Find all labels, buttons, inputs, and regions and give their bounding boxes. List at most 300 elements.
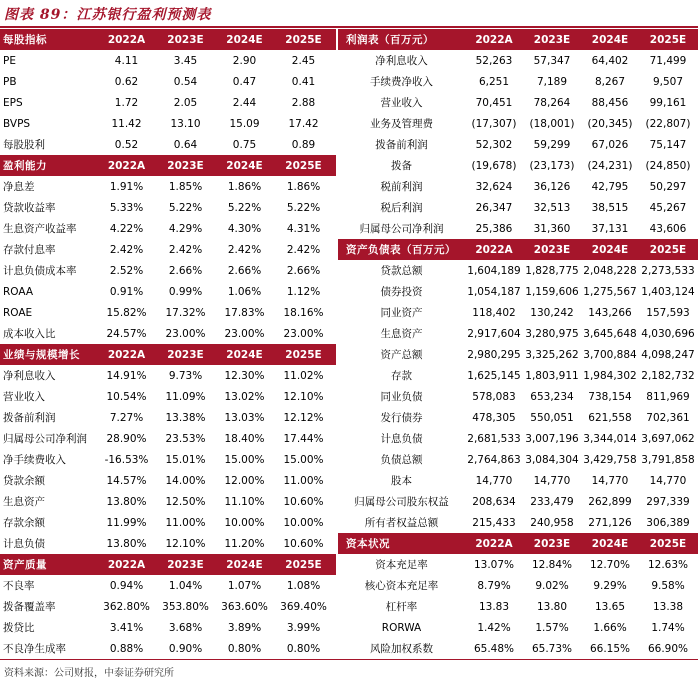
table-row	[338, 575, 698, 596]
value-cell: 32,513	[533, 201, 571, 214]
section-title: 资本状况	[346, 538, 390, 550]
table-row	[338, 176, 698, 197]
value-cell: 52,302	[475, 138, 513, 151]
value-cell: (24,231)	[587, 159, 633, 172]
value-cell: 3.68%	[168, 621, 203, 634]
value-cell: 2.88	[291, 96, 316, 109]
value-cell: 23.00%	[165, 327, 206, 340]
value-cell: 17.44%	[283, 432, 324, 445]
year-header: 2022A	[107, 348, 146, 361]
value-cell: 57,347	[533, 54, 571, 67]
value-cell: 2.42%	[168, 243, 203, 256]
value-cell: 14.91%	[106, 369, 147, 382]
row-label: 拨备覆盖率	[3, 601, 56, 613]
table-row	[0, 239, 336, 260]
value-cell: 0.47	[232, 75, 257, 88]
value-cell: 2.52%	[109, 264, 144, 277]
value-cell: 2.42%	[227, 243, 262, 256]
row-label: 拨备前利润	[375, 139, 428, 151]
value-cell: 2.05	[173, 96, 198, 109]
value-cell: 13.80%	[106, 537, 147, 550]
year-header: 2024E	[226, 159, 263, 172]
value-cell: 9.73%	[168, 369, 203, 382]
row-label: 营业收入	[380, 97, 423, 109]
year-header: 2025E	[285, 558, 322, 571]
table-row	[0, 134, 336, 155]
value-cell: 3,697,062	[641, 432, 695, 445]
value-cell: 66.15%	[589, 642, 631, 655]
table-row	[338, 470, 698, 491]
value-cell: 362.80%	[103, 600, 150, 613]
value-cell: 6,251	[478, 75, 510, 88]
row-label: 不良率	[3, 580, 35, 592]
section-title: 每股指标	[3, 34, 47, 46]
row-label: 股本	[391, 475, 412, 487]
year-header: 2025E	[649, 537, 687, 550]
value-cell: 2,917,604	[467, 327, 521, 340]
value-cell: 38,515	[591, 201, 629, 214]
value-cell: 1.06%	[227, 285, 262, 298]
value-cell: 1,625,145	[467, 369, 521, 382]
value-cell: 50,297	[649, 180, 687, 193]
section-header	[0, 29, 336, 50]
table-row	[0, 113, 336, 134]
year-header: 2022A	[107, 159, 146, 172]
value-cell: 353.80%	[162, 600, 209, 613]
value-cell: 3,645,648	[583, 327, 637, 340]
value-cell: 1,403,124	[641, 285, 695, 298]
value-cell: 0.90%	[168, 642, 203, 655]
value-cell: 1,159,606	[525, 285, 579, 298]
value-cell: 70,451	[475, 96, 513, 109]
value-cell: 15.00%	[224, 453, 265, 466]
page-title: 图表 89：江苏银行盈利预测表	[4, 7, 212, 23]
value-cell: 5.22%	[227, 201, 262, 214]
table-row	[338, 344, 698, 365]
value-cell: 12.70%	[589, 558, 631, 571]
value-cell: 2,980,295	[467, 348, 521, 361]
value-cell: 11.00%	[165, 516, 206, 529]
value-cell: 11.42	[111, 117, 142, 130]
value-cell: 1.07%	[227, 579, 262, 592]
value-cell: 23.00%	[283, 327, 324, 340]
value-cell: 3,344,014	[583, 432, 637, 445]
value-cell: 4.11	[114, 54, 139, 67]
table-row	[338, 386, 698, 407]
value-cell: 369.40%	[280, 600, 327, 613]
year-header: 2023E	[167, 33, 204, 46]
table-row	[338, 491, 698, 512]
value-cell: 3,429,758	[583, 453, 637, 466]
section-header	[338, 533, 698, 554]
row-label: 每股股利	[3, 139, 45, 151]
row-label: 杠杆率	[385, 601, 418, 613]
source-rule	[0, 659, 698, 660]
value-cell: 66.90%	[647, 642, 689, 655]
value-cell: 0.54	[173, 75, 198, 88]
value-cell: 15.01%	[165, 453, 206, 466]
value-cell: 0.91%	[109, 285, 144, 298]
row-label: 发行债券	[380, 412, 423, 424]
section-header	[338, 239, 698, 260]
section-header	[0, 155, 336, 176]
row-label: 风险加权系数	[370, 643, 433, 655]
value-cell: 10.60%	[283, 537, 324, 550]
table-row	[338, 617, 698, 638]
value-cell: 12.10%	[165, 537, 206, 550]
year-header: 2025E	[649, 33, 687, 46]
row-label: 计息负债成本率	[3, 265, 77, 277]
value-cell: 14,770	[475, 474, 513, 487]
table-row	[338, 197, 698, 218]
value-cell: 2,048,228	[583, 264, 637, 277]
table-row	[0, 197, 336, 218]
row-label: 存款	[391, 370, 412, 382]
value-cell: 3,084,304	[525, 453, 579, 466]
value-cell: 11.00%	[283, 474, 324, 487]
value-cell: 45,267	[649, 201, 687, 214]
table-row	[0, 92, 336, 113]
row-label: 核心资本充足率	[364, 580, 439, 592]
table-row	[0, 596, 336, 617]
value-cell: 3,280,975	[525, 327, 579, 340]
value-cell: 26,347	[475, 201, 513, 214]
table-row	[0, 449, 336, 470]
value-cell: 52,263	[475, 54, 513, 67]
table-row	[338, 92, 698, 113]
value-cell: 2.45	[291, 54, 316, 67]
value-cell: (23,173)	[529, 159, 575, 172]
table-row	[338, 512, 698, 533]
value-cell: 13.80%	[106, 495, 147, 508]
value-cell: 43,606	[649, 222, 687, 235]
row-label: 拨贷比	[3, 622, 35, 634]
value-cell: 17.83%	[224, 306, 265, 319]
table-row	[338, 302, 698, 323]
value-cell: 130,242	[530, 306, 574, 319]
value-cell: 11.02%	[283, 369, 324, 382]
value-cell: 13.83	[478, 600, 510, 613]
row-label: PE	[3, 54, 16, 67]
table-row	[0, 470, 336, 491]
value-cell: 0.41	[291, 75, 316, 88]
value-cell: 12.12%	[283, 411, 324, 424]
value-cell: 2.44	[232, 96, 257, 109]
value-cell: 3.41%	[109, 621, 144, 634]
value-cell: 0.62	[114, 75, 139, 88]
row-label: 计息负债	[380, 433, 423, 445]
value-cell: 12.00%	[224, 474, 265, 487]
year-header: 2024E	[226, 33, 263, 46]
value-cell: 3.45	[173, 54, 198, 67]
section-header	[0, 344, 336, 365]
row-label: 贷款收益率	[3, 202, 56, 214]
value-cell: 67,026	[591, 138, 629, 151]
value-cell: 14,770	[533, 474, 571, 487]
row-label: 资产总额	[380, 349, 423, 361]
value-cell: (20,345)	[587, 117, 633, 130]
value-cell: 42,795	[591, 180, 629, 193]
value-cell: 14.00%	[165, 474, 206, 487]
value-cell: 14,770	[649, 474, 687, 487]
value-cell: 215,433	[472, 516, 516, 529]
value-cell: 1.42%	[477, 621, 511, 634]
row-label: 归属母公司净利润	[359, 223, 444, 235]
table-row	[338, 365, 698, 386]
value-cell: 9.58%	[651, 579, 685, 592]
value-cell: 15.82%	[106, 306, 147, 319]
row-label: 归属母公司净利润	[3, 433, 87, 445]
value-cell: 12.84%	[531, 558, 573, 571]
value-cell: 13.03%	[224, 411, 265, 424]
value-cell: 4.22%	[109, 222, 144, 235]
value-cell: (18,001)	[529, 117, 575, 130]
section-header	[0, 554, 336, 575]
value-cell: 208,634	[472, 495, 516, 508]
value-cell: (19,678)	[471, 159, 517, 172]
value-cell: 5.22%	[286, 201, 321, 214]
table-row	[338, 155, 698, 176]
value-cell: 13.02%	[224, 390, 265, 403]
value-cell: 3,007,196	[525, 432, 579, 445]
row-label: 同业资产	[380, 307, 423, 319]
year-header: 2022A	[475, 33, 513, 46]
year-header: 2025E	[285, 348, 322, 361]
value-cell: 3,791,858	[641, 453, 695, 466]
row-label: 生息资产	[380, 328, 423, 340]
row-label: 净手续费收入	[3, 454, 66, 466]
value-cell: 2.66%	[227, 264, 262, 277]
table-row	[0, 407, 336, 428]
value-cell: 2.90	[232, 54, 257, 67]
year-header: 2025E	[649, 243, 687, 256]
row-label: 业务及管理费	[370, 118, 433, 130]
row-label: 所有者权益总额	[364, 517, 439, 529]
table-row	[0, 386, 336, 407]
value-cell: 18.40%	[224, 432, 265, 445]
table-row	[0, 218, 336, 239]
left-table-column	[0, 29, 336, 659]
value-cell: 9,507	[652, 75, 684, 88]
value-cell: 1,803,911	[525, 369, 579, 382]
value-cell: 31,360	[533, 222, 571, 235]
row-label: 同业负债	[380, 391, 423, 403]
value-cell: 28.90%	[106, 432, 147, 445]
value-cell: 1.86%	[227, 180, 262, 193]
value-cell: 3,700,884	[583, 348, 637, 361]
table-row	[0, 491, 336, 512]
value-cell: 9.29%	[593, 579, 627, 592]
table-row	[338, 638, 698, 659]
table-row	[338, 407, 698, 428]
value-cell: 262,899	[588, 495, 632, 508]
value-cell: 4.31%	[286, 222, 321, 235]
value-cell: 78,264	[533, 96, 571, 109]
value-cell: 37,131	[591, 222, 629, 235]
table-row	[338, 71, 698, 92]
value-cell: 3.89%	[227, 621, 262, 634]
value-cell: 0.99%	[168, 285, 203, 298]
table-row	[0, 281, 336, 302]
value-cell: 23.53%	[165, 432, 206, 445]
value-cell: 1.74%	[651, 621, 685, 634]
row-label: 净利息收入	[375, 55, 428, 67]
year-header: 2023E	[167, 159, 204, 172]
value-cell: 13.38	[652, 600, 684, 613]
value-cell: -16.53%	[104, 453, 149, 466]
year-header: 2022A	[475, 537, 513, 550]
value-cell: 1.66%	[593, 621, 627, 634]
value-cell: 13.80	[536, 600, 568, 613]
row-label: 存款付息率	[3, 244, 56, 256]
value-cell: 12.10%	[283, 390, 324, 403]
value-cell: 13.38%	[165, 411, 206, 424]
value-cell: 1.08%	[286, 579, 321, 592]
year-header: 2023E	[533, 537, 571, 550]
value-cell: 1,604,189	[467, 264, 521, 277]
value-cell: 8.79%	[477, 579, 511, 592]
value-cell: 11.99%	[106, 516, 147, 529]
year-header: 2022A	[107, 33, 146, 46]
value-cell: 811,969	[646, 390, 690, 403]
value-cell: 1,275,567	[583, 285, 637, 298]
value-cell: 9.02%	[535, 579, 569, 592]
table-row	[0, 512, 336, 533]
table-row	[338, 50, 698, 71]
value-cell: 88,456	[591, 96, 629, 109]
value-cell: 10.00%	[283, 516, 324, 529]
table-row	[0, 323, 336, 344]
value-cell: 578,083	[472, 390, 516, 403]
row-label: 计息负债	[3, 538, 45, 550]
row-label: 净利息收入	[3, 370, 56, 382]
value-cell: 0.80%	[286, 642, 321, 655]
year-header: 2024E	[591, 537, 629, 550]
row-label: 拨备	[391, 160, 412, 172]
value-cell: 478,305	[472, 411, 516, 424]
value-cell: 3,325,262	[525, 348, 579, 361]
table-row	[0, 365, 336, 386]
row-label: 不良净生成率	[3, 643, 66, 655]
value-cell: 36,126	[533, 180, 571, 193]
value-cell: 14,770	[591, 474, 629, 487]
year-header: 2025E	[285, 159, 322, 172]
table-row	[0, 617, 336, 638]
section-title: 资产质量	[3, 559, 47, 571]
value-cell: 4.29%	[168, 222, 203, 235]
value-cell: 2,182,732	[641, 369, 695, 382]
value-cell: 2,273,533	[641, 264, 695, 277]
value-cell: 5.22%	[168, 201, 203, 214]
value-cell: 233,479	[530, 495, 574, 508]
value-cell: 702,361	[646, 411, 690, 424]
year-header: 2022A	[107, 558, 146, 571]
value-cell: 7.27%	[109, 411, 144, 424]
value-cell: 18.16%	[283, 306, 324, 319]
table-row	[0, 302, 336, 323]
table-row	[338, 113, 698, 134]
table-row	[338, 218, 698, 239]
value-cell: 2.66%	[168, 264, 203, 277]
value-cell: 11.10%	[224, 495, 265, 508]
row-label: 债券投资	[380, 286, 423, 298]
table-row	[0, 638, 336, 659]
value-cell: 4,030,696	[641, 327, 695, 340]
value-cell: 1.12%	[286, 285, 321, 298]
row-label: 归属母公司股东权益	[354, 496, 449, 508]
value-cell: 13.65	[594, 600, 626, 613]
row-label: 净息差	[3, 181, 35, 193]
table-row	[0, 50, 336, 71]
value-cell: 12.63%	[647, 558, 689, 571]
value-cell: 23.00%	[224, 327, 265, 340]
row-label: ROAA	[3, 285, 34, 298]
value-cell: 143,266	[588, 306, 632, 319]
value-cell: 2.42%	[286, 243, 321, 256]
value-cell: 12.50%	[165, 495, 206, 508]
value-cell: 0.75	[232, 138, 257, 151]
value-cell: 25,386	[475, 222, 513, 235]
value-cell: 240,958	[530, 516, 574, 529]
year-header: 2024E	[591, 33, 629, 46]
value-cell: 0.64	[173, 138, 198, 151]
value-cell: 11.20%	[224, 537, 265, 550]
value-cell: 1,828,775	[525, 264, 579, 277]
row-label: 生息资产	[3, 496, 45, 508]
table-row	[0, 533, 336, 554]
value-cell: 59,299	[533, 138, 571, 151]
value-cell: 1,984,302	[583, 369, 637, 382]
value-cell: 2.66%	[286, 264, 321, 277]
row-label: 成本收入比	[3, 328, 56, 340]
value-cell: 11.09%	[165, 390, 206, 403]
row-label: EPS	[3, 96, 23, 109]
table-row	[0, 176, 336, 197]
value-cell: 10.60%	[283, 495, 324, 508]
row-label: PB	[3, 75, 17, 88]
row-label: 生息资产收益率	[3, 223, 77, 235]
value-cell: 0.94%	[109, 579, 144, 592]
value-cell: 1.04%	[168, 579, 203, 592]
value-cell: 306,389	[646, 516, 690, 529]
title-rule	[0, 26, 698, 28]
value-cell: 0.52	[114, 138, 139, 151]
value-cell: 653,234	[530, 390, 574, 403]
row-label: 贷款总额	[380, 265, 423, 277]
row-label: 存款余额	[3, 517, 45, 529]
table-row	[0, 71, 336, 92]
row-label: 税前利润	[380, 181, 423, 193]
row-label: 贷款余额	[3, 475, 45, 487]
value-cell: 2,681,533	[467, 432, 521, 445]
table-row	[338, 323, 698, 344]
value-cell: 65.73%	[531, 642, 573, 655]
section-title: 资产负债表（百万元）	[346, 244, 456, 256]
year-header: 2023E	[167, 558, 204, 571]
value-cell: 271,126	[588, 516, 632, 529]
row-label: 税后利润	[380, 202, 423, 214]
table-row	[338, 260, 698, 281]
table-row	[0, 575, 336, 596]
value-cell: (17,307)	[471, 117, 517, 130]
row-label: ROAE	[3, 306, 33, 319]
table-row	[338, 596, 698, 617]
row-label: BVPS	[3, 117, 31, 130]
value-cell: 75,147	[649, 138, 687, 151]
year-header: 2024E	[591, 243, 629, 256]
value-cell: (24,850)	[645, 159, 691, 172]
section-title: 盈利能力	[3, 160, 47, 172]
